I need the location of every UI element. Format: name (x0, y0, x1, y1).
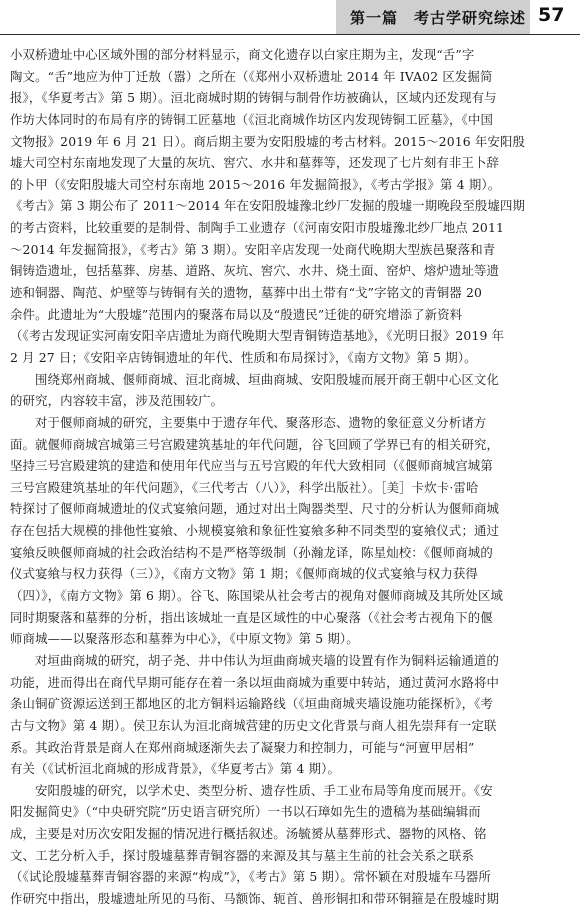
text-line: 条山铜矿资源运送到王都地区的北方铜料运输路线（《垣曲商城夹墙设施功能探析》，《考 (10, 696, 494, 712)
text-line: 2 月 27 日；《安阳辛店铸铜遗址的年代、性质和布局探讨》，《南方文物》第 5 期）。 (10, 349, 477, 365)
text-line: 有关（《试析洹北商城的形成背景》，《华夏考古》第 4 期）。 (10, 761, 341, 777)
body-text (10, 44, 570, 910)
text-line: 对垣曲商城的研究，胡子尧、井中伟认为垣曲商城夹墙的设置有作为铜料运输通道的 (35, 652, 500, 668)
text-line: 特探讨了偃师商城遗址的仪式宴飨问题，通过对出土陶器类型、尺寸的分析认为偃师商城 (10, 501, 500, 517)
text-line: 陶文。“舌”地应为仲丁迁敖（嚣）之所在（《郑州小双桥遗址 2014 年 IVA02 区发掘简 (10, 68, 493, 84)
text-line: 阳发掘简史》（“中央研究院”历史语言研究所）一书以石璋如先生的遗稿为基础编辑而 (10, 804, 481, 820)
text-line: ～2014 年发掘简报》，《考古》第 3 期）。安阳辛店发现一处商代晚期大型族邑聚落和青 (10, 241, 496, 257)
text-line: 《考古》第 3 期公布了 2011～2014 年在安阳殷墟豫北纱厂发掘的殷墟一期晚段至殷墟四期 (10, 198, 526, 214)
text-line: 功能，进而得出在商代早期可能存在着一条以垣曲商城为重要中转站，通过黄河水路将中 (10, 674, 500, 690)
text-line: 迹和铜器、陶范、炉壁等与铸铜有关的遗物，墓葬中出土带有“戈”字铭文的青铜器 20 (10, 285, 483, 301)
text-line: 的考古资料，比较重要的是制骨、制陶手工业遗存（《河南安阳市殷墟豫北纱厂地点 2011 (10, 220, 505, 236)
page-number: 57 (538, 4, 565, 26)
text-line: 铜铸造遗址，包括墓葬、房基、道路、灰坑、窖穴、水井、烧土面、窑炉、熔炉遗址等遗 (10, 263, 500, 279)
text-line: 坚持三号宫殿建筑的建造和使用年代应当与五号宫殿的年代大致相同（《偃师商城宫城第 (10, 458, 493, 474)
text-line: 成，主要是对历次安阳发掘的情况进行概括叙述。汤毓赟从墓葬形式、器物的风格、铭 (10, 826, 487, 842)
text-line: 仪式宴飨与权力获得（三）》，《南方文物》第 1 期；《偃师商城的仪式宴飨与权力获得 (10, 566, 478, 582)
text-line: 面。就偃师商城宫城第三号宫殿建筑基址的年代问题，谷飞回顾了学界已有的相关研究， (10, 436, 500, 452)
text-line: 宴飨反映偃师商城的社会政治结构不是严格等级制（孙瀚龙译，陈星灿校：《偃师商城的 (10, 544, 493, 560)
text-line: 作坊大体同时的布局有序的铸铜工匠墓地（《洹北商城作坊区内发现铸铜工匠墓》，《中国 (10, 111, 494, 127)
text-line: （四）》，《南方文物》第 6 期）。谷飞、陈国梁从社会考古的视角对偃师商城及其所处区域 (10, 588, 504, 604)
text-line: 安阳殷墟的研究，以学术史、类型分析、遗存性质、手工业布局等角度而展开。《安 (35, 782, 493, 798)
text-line: 的研究，内容较丰富，涉及范围较广。 (10, 393, 224, 409)
text-line: 墟大司空村东南地发现了大量的灰坑、窖穴、水井和墓葬等，还发现了七片刻有非王卜辞 (10, 155, 500, 171)
text-line: 存在包括大规模的排他性宴飨、小规模宴飨和象征性宴飨多种不同类型的宴飨仪式；通过 (10, 523, 500, 539)
text-line: 文物报》2019 年 6 月 21 日）。商后期主要为安阳殷墟的考古材料。2015～2016 年安阳殷 (10, 133, 526, 149)
text-line: 的卜甲（《安阳殷墟大司空村东南地 2015～2016 年发掘简报》，《考古学报》第 4 期）。 (10, 176, 501, 192)
text-line: 同时期聚落和墓葬的分析，指出该城址一直是区域性的中心聚落（《社会考古视角下的偃 (10, 609, 493, 625)
text-line: 作研究中指出，殷墟遗址所见的马衔、马额饰、轭首、兽形铜扣和带环铜箍是在殷墟时期 (10, 890, 500, 906)
text-line: 三号宫殿建筑基址的年代问题》，《三代考古（八）》，科学出版社）。［美］卡炊卡·雷哈 (10, 479, 479, 495)
text-line: （《考古发现证实河南安阳辛店遗址为商代晚期大型青铜铸造基地》，《光明日报》2019 年 (10, 328, 505, 344)
text-line: 对于偃师商城的研究，主要集中于遗存年代、聚落形态、遗物的象征意义分析诸方 (35, 414, 487, 430)
text-line: 小双桥遗址中心区域外围的部分材料显示，商文化遗存以白家庄期为主，发现“舌”字 (10, 47, 475, 62)
section-label: 第一篇 考古学研究综述 (350, 9, 527, 27)
text-line: 围绕郑州商城、偃师商城、洹北商城、垣曲商城、安阳殷墟而展开商王朝中心区文化 (35, 371, 500, 387)
page-header (0, 0, 580, 35)
text-line: 报》，《华夏考古》第 5 期）。洹北商城时期的铸铜与制骨作坊被确认，区域内还发现有与 (10, 90, 497, 106)
text-line: 文、工艺分析入手，探讨殷墟墓葬青铜容器的来源及其与墓主生前的社会关系之联系 (10, 847, 475, 863)
text-line: 古与文物》第 4 期）。侯卫东认为洹北商城营建的历史文化背景与商人祖先崇拜有一定联 (10, 717, 497, 733)
text-line: 师商城——以聚落形态和墓葬为中心》，《中原文物》第 5 期）。 (10, 631, 359, 647)
text-line: 系。其政治背景是商人在郑州商城逐渐失去了凝聚力和控制力，可能与“河亶甲居相” (10, 739, 475, 755)
text-line: （《试论殷墟墓葬青铜容器的来源“构成”》，《考古》第 5 期）。常怀颖在对殷墟车马器所 (10, 869, 491, 885)
text-line: 余件。此遗址为“大殷墟”范围内的聚落布局以及“殷遗民”迁徙的研究增添了新资料 (10, 306, 463, 322)
